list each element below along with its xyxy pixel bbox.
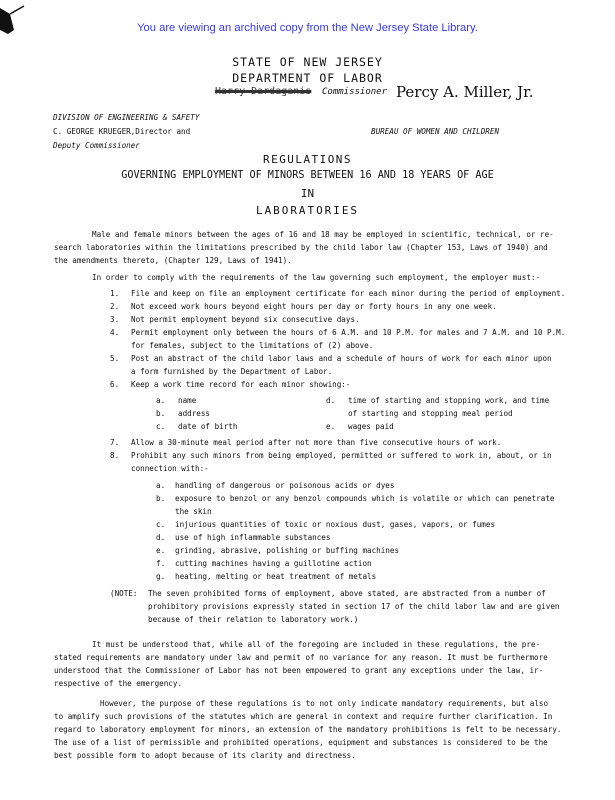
compliance-line: In order to comply with the requirements of the law governing such employment, the employer must:- (92, 273, 541, 282)
commissioner-name: Percy A. Miller, Jr. (396, 83, 534, 101)
record-field: of starting and stopping meal period (348, 409, 513, 418)
item-text: Prohibit any such minors from being employed, permitted or suffered to work in, about, or in (131, 451, 552, 460)
body-line: The use of a list of permissible and prohibited operations, equipment and substances is considered to be the (54, 738, 548, 747)
item-text: Permit employment only between the hours of 6 A.M. and 10 P.M. for males and 7 A.M. and 10 P.M. (131, 328, 566, 337)
item-text: a form furnished by the Department of Labor. (131, 367, 333, 376)
body-line: best possible form to adopt because of its clarity and directness. (54, 751, 356, 760)
item-text: for females, subject to the limitations of (2) above. (131, 341, 374, 350)
struck-commissioner-name: Harry Dardaganis (215, 86, 312, 97)
item-number: 1. (110, 289, 120, 298)
record-field: address (178, 409, 211, 418)
record-field: time of starting and stopping work, and time (348, 396, 550, 405)
item-number: 8. (110, 451, 120, 460)
body-line: respective of the emergency. (54, 679, 183, 688)
item-text: Not permit employment beyond six consecutive days. (131, 315, 360, 324)
prohibited-letter: d. (156, 533, 166, 542)
director-line: C. GEORGE KRUEGER,Director and (53, 127, 191, 136)
body-line: regard to laboratory employment for minors, an extension of the mandatory prohibitions is felt to be necessary. (54, 725, 562, 734)
item-text: Not exceed work hours beyond eight hours per day or forty hours in any one week. (131, 302, 497, 311)
prohibited-item: the skin (175, 507, 212, 516)
intro-line: search laboratories within the limitations prescribed by the child labor law (Chapter 153, Laws of 1940) and (54, 243, 548, 252)
state-heading: STATE OF NEW JERSEY (232, 55, 383, 69)
body-line: stated requirements are mandatory under law and permit of no variance for any reason. It must be furthermore (54, 653, 548, 662)
item-number: 2. (110, 302, 120, 311)
record-letter: d. (326, 396, 336, 405)
record-letter: b. (156, 409, 166, 418)
record-field: wages paid (348, 422, 394, 431)
item-text: Post an abstract of the child labor laws and a schedule of hours of work for each minor upon (131, 354, 552, 363)
doc-title-regulations: REGULATIONS (263, 153, 352, 166)
division-name: DIVISION OF ENGINEERING & SAFETY (53, 113, 200, 122)
prohibited-item: cutting machines having a guillotine action (175, 559, 372, 568)
prohibited-item: injurious quantities of toxic or noxious dust, gases, vapors, or fumes (175, 520, 496, 529)
prohibited-letter: a. (156, 481, 166, 490)
body-line: to amplify such provisions of the statutes which are general in context and require further clarification. In (54, 712, 553, 721)
note-line: The seven prohibited forms of employment, above stated, are abstracted from a number of (148, 589, 546, 598)
deputy-line: Deputy Commissioner (53, 141, 140, 150)
prohibited-letter: c. (156, 520, 166, 529)
doc-title-laboratories: LABORATORIES (255, 204, 360, 217)
commissioner-label: Commissioner (322, 87, 388, 97)
prohibited-item: grinding, abrasive, polishing or buffing machines (175, 546, 400, 555)
prohibited-letter: f. (156, 559, 166, 568)
body-line: It must be understood that, while all of the foregoing are included in these regulations, the pre- (92, 640, 541, 649)
body-line: However, the purpose of these regulations is to not only indicate mandatory requirements, but also (100, 699, 549, 708)
record-letter: c. (156, 422, 166, 431)
prohibited-letter: g. (156, 572, 166, 581)
note-line: prohibitory provisions expressly stated in section 17 of the child labor law and are given (148, 602, 560, 611)
prohibited-letter: e. (156, 546, 166, 555)
prohibited-item: use of high inflammable substances (175, 533, 331, 542)
prohibited-item: exposure to benzol or any benzol compounds which is volatile or which can penetrate (175, 494, 555, 503)
item-number: 3. (110, 315, 120, 324)
item-text: Allow a 30-minute meal period after not more than five consecutive hours of work. (131, 438, 502, 447)
prohibited-letter: b. (156, 494, 166, 503)
doc-title-in: IN (300, 187, 315, 200)
item-number: 6. (110, 380, 120, 389)
record-letter: e. (326, 422, 336, 431)
record-field: name (178, 396, 197, 405)
body-line: understood that the Commissioner of Labor has not been empowered to grant any exceptions under the law, ir- (54, 666, 544, 675)
prohibited-item: handling of dangerous or poisonous acids or dyes (175, 481, 395, 490)
item-number: 5. (110, 354, 120, 363)
note-line: because of their relation to laboratory work.) (148, 615, 359, 624)
item-text: connection with:- (131, 464, 209, 473)
prohibited-item: heating, melting or heat treatment of metals (175, 572, 377, 581)
note-label: (NOTE: (110, 589, 138, 598)
item-number: 7. (110, 438, 120, 447)
intro-line: the amendments thereto, (Chapter 129, Laws of 1941). (54, 256, 292, 265)
intro-line: Male and female minors between the ages of 16 and 18 may be employed in scientific, technical, or re- (92, 230, 554, 239)
archive-banner: You are viewing an archived copy from the New Jersey State Library. (137, 22, 478, 34)
record-field: date of birth (178, 422, 238, 431)
item-number: 4. (110, 328, 120, 337)
department-heading: DEPARTMENT OF LABOR (232, 71, 383, 85)
bureau-name: BUREAU OF WOMEN AND CHILDREN (371, 127, 500, 136)
doc-title-governing: GOVERNING EMPLOYMENT OF MINORS BETWEEN 16 AND 18 YEARS OF AGE (121, 170, 494, 181)
record-letter: a. (156, 396, 166, 405)
item-text: Keep a work time record for each minor showing:- (131, 380, 351, 389)
item-text: File and keep on file an employment certificate for each minor during the period of employment. (131, 289, 566, 298)
